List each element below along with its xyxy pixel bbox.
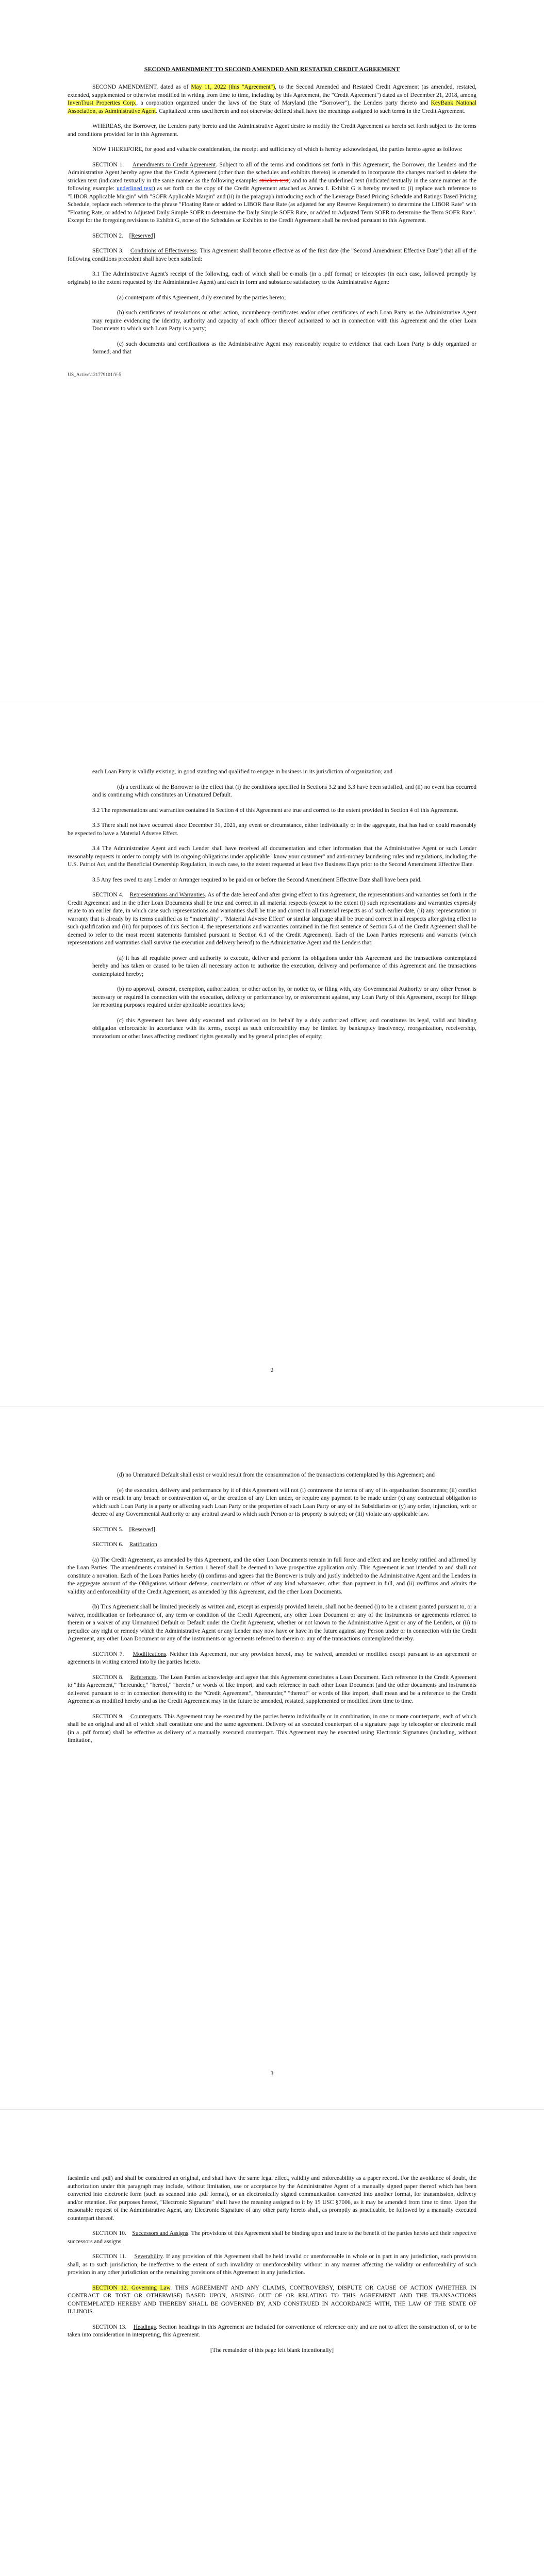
document-title: SECOND AMENDMENT TO SECOND AMENDED AND RESTATED CREDIT AGREEMENT <box>144 65 400 73</box>
section-3-1-c-continued: each Loan Party is validly existing, in good standing and qualified to engage in business in its jurisdiction of organization; and <box>92 769 393 775</box>
section-3-1-b: (b) such certificates of resolutions or other action, incumbency certificates and/or other certificates of each Loan Party as the Administrative Agent may require evidencing the identity, authority and capacity of each officer thereof authorized to act in connection with this Agreement and the other Loan Documents to which such Loan Party is a party; <box>92 310 476 332</box>
section-4-b: (b) no approval, consent, exemption, authorization, or other action by, or notice to, or filing with, any Governmental Authority or any other Person is necessary or required in connection with the execution, delivery or performance by, or enforcement against, any Loan Party of this Agreement, except for filings for reporting purposes required under applicable securities laws; <box>92 986 476 1009</box>
section-6-b: (b) This Agreement shall be limited precisely as written and, except as expressly provided herein, shall not be deemed (i) to be a consent granted pursuant to, or a waiver, modification or forbearance of, any term or condition of the Credit Agreement, any other Loan Document or any of the instruments or agreements referred to therein or a waiver of any Unmatured Default or Default under the Credit Agreement, whether or not known to the Administrative Agent or any of the Lenders, or (ii) to prejudice any right or remedy which the Administrative Agent or any Lender may now have or have in the future against any Person under or in connection with the Credit Agreement, any other Loan Document or any of the instruments or agreements referred to therein or any of the transactions contemplated thereby. <box>68 1604 476 1642</box>
highlight-borrower: InvenTrust Properties Corp. <box>68 100 137 107</box>
highlight-date: May 11, 2022 (this "Agreement") <box>191 84 275 91</box>
page-number: 2 <box>270 1367 274 1374</box>
highlight-agent: KeyBank National Association, as Administrative Agent <box>68 100 476 114</box>
page-1 <box>0 0 544 703</box>
section-3: SECTION 3. Conditions of Effectiveness. This Agreement shall become effective as of the first date (the "Second Amendment Effective Date") that all of the following conditions precedent shall have been satisfied: <box>68 248 477 262</box>
section-3-1-d: (d) a certificate of the Borrower to the effect that (i) the conditions specified in Sections 3.2 and 3.3 have been satisfied, and (ii) no event has occurred and is continuing which constitutes an Unmatured Default. <box>92 784 476 799</box>
section-4-a: (a) it has all requisite power and authority to execute, deliver and perform its obligations under this Agreement and the transactions contemplated hereby and has taken or caused to be taken all necessary action to authorize the execution, delivery and performance of this Agreement and the transactions contemplated hereby; <box>92 955 476 977</box>
section-9-continued: facsimile and .pdf) and shall be considered an original, and shall have the same legal effect, validity and enforceability as a paper record. For the avoidance of doubt, the authorization under this paragraph may include, without limitation, use or acceptance by the Administrative Agent of a manually signed paper thereof which has been converted into electronic form (such as scanned into .pdf format), or an electronically signed communication converted into another format, for transmission, delivery and/or retention. For purposes hereof, "Electronic Signature" shall have the meaning assigned to it by 15 USC §7006, as it may be amended from time to time. Upon the reasonable request of the Administrative Agent, any Electronic Signature of any other party hereto shall, as promptly as practicable, be followed by a manually executed counterpart thereof. <box>68 2175 476 2222</box>
section-3-1-a: (a) counterparts of this Agreement, duly executed by the parties hereto; <box>117 294 286 301</box>
whereas-paragraph: WHEREAS, the Borrower, the Lenders party hereto and the Administrative Agent desire to modify the Credit Agreement as herein set forth subject to the terms and conditions provided for in this Agreement. <box>68 123 476 138</box>
section-6: SECTION 6. Ratification <box>92 1541 157 1548</box>
section-5: SECTION 5. [Reserved] <box>92 1526 156 1533</box>
section-11: SECTION 11. Severability. If any provision of this Agreement shall be held invalid or unenforceable in whole or in part in any jurisdiction, such provision shall, as to such jurisdiction, be ineffective to the extent of such invalidity or unenforceability without in any manner affecting the validity or enforceability of such provision in any other jurisdiction or the remaining provisions of this Agreement in any jurisdiction. <box>68 2253 476 2276</box>
page-3 <box>0 1406 544 2110</box>
now-therefore-paragraph: NOW THEREFORE, for good and valuable consideration, the receipt and sufficiency of which is hereby acknowledged, the parties hereto agree as follows: <box>92 146 463 153</box>
section-3-1: 3.1 The Administrative Agent's receipt of the following, each of which shall be e-mails (in a .pdf format) or telecopies (in each case, followed promptly by originals) to the extent requested by the Administrative Agent) and each in form and substance satisfactory to the Administrative Agent: <box>68 271 476 285</box>
remainder-blank-note: [The remainder of this page left blank intentionally] <box>210 2347 334 2353</box>
section-3-1-c: (c) such documents and certifications as the Administrative Agent may reasonably require to evidence that each Loan Party is duly organized or formed, and that <box>92 341 476 355</box>
section-3-5: 3.5 Any fees owed to any Lender or Arranger required to be paid on or before the Second Amendment Effective Date shall have been paid. <box>92 876 422 883</box>
section-8: SECTION 8. References. The Loan Parties acknowledge and agree that this Agreement constitutes a Loan Document. Each reference in the Credit Agreement to "this Agreement," "hereunder," "hereof," "herein," or words of like import, and each reference in each other Loan Document (and the other documents and instruments delivered pursuant to or in connection therewith) to the "Credit Agreement", "thereunder," "thereof" or words of like import, shall mean and be a reference to the Credit Agreement as modified hereby and as the Credit Agreement may in the future be amended, restated, supplemented or modified from time to time. <box>68 1674 476 1705</box>
underlined-example: underlined text <box>117 185 153 192</box>
section-1: SECTION 1. Amendments to Credit Agreement. Subject to all of the terms and conditions set forth in this Agreement, the Borrower, the Lenders and the Administrative Agent hereby agree that the Credit Agreement (other than the schedules and exhibits thereto) is amended to incorporate the changes marked to delete the stricken text (indicated textually in the same manner as the following example: stricken text) and to add the underlined text (indicated textually in the same manner as the following example: underlined text) as set forth on the copy of the Credit Agreement attached as Annex I. Exhibit G is hereby revised to (i) replace each reference to "LIBOR Applicable Margin" with "SOFR Applicable Margin" and (ii) in the paragraph introducing each of the Leverage Based Pricing Schedule and Ratings Based Pricing Schedule, replace each reference to the phrase "Floating Rate or added to LIBOR Base Rate (as adjusted for any Reserve Requirement) to determine the LIBOR Rate" with "Floating Rate, or added to Adjusted Daily Simple SOFR to determine the Daily Simple SOFR Rate, or added to Adjusted Term SOFR to determine the Term SOFR Rate". Except for the foregoing revisions to Exhibit G, none of the Schedules or Exhibits to the Credit Agreement shall be revised pursuant to this Agreement. <box>68 161 477 224</box>
stricken-example: stricken text <box>259 177 289 184</box>
page-2 <box>0 703 544 1406</box>
page-4 <box>0 2110 544 2576</box>
section-13: SECTION 13. Headings. Section headings in this Agreement are included for convenience of reference only and are not to affect the construction of, or to be taken into consideration in interpreting, this Agreement. <box>68 2324 476 2338</box>
section-6-a: (a) The Credit Agreement, as amended by this Agreement, and the other Loan Documents remain in full force and effect and are hereby ratified and affirmed by the Loan Parties. The amendments contained in Section 1 hereof shall be deemed to have prospective application only. This Agreement is not intended to and shall not constitute a novation. Each of the Loan Parties hereby (i) confirms and agrees that the Borrower is truly and justly indebted to the Administrative Agent and the Lenders in the aggregate amount of the Obligations without defense, counterclaim or offset of any kind whatsoever, other than payment in full, and (ii) reaffirms and admits the validity and enforceability of the Credit Agreement, as amended by this Agreement, and the other Loan Documents. <box>68 1556 476 1595</box>
page-number: 3 <box>270 2071 274 2077</box>
section-4-e: (e) the execution, delivery and performance by it of this Agreement will not (i) contravene the terms of any of its organization documents; (ii) conflict with or result in any breach or contravention of, or the creation of any Lien under, or require any payment to be made under (x) any contractual obligation to which such Loan Party is a party or affecting such Loan Party or the properties of such Loan Party or any of its Subsidiaries or (y) any order, injunction, writ or decree of any Governmental Authority or any arbitral award to which such Person or its property is subject; or (iii) violate any applicable law. <box>92 1487 476 1518</box>
section-3-3: 3.3 There shall not have occurred since December 31, 2021, any event or circumstance, either individually or in the aggregate, that has had or could reasonably be expected to have a Material Adverse Effect. <box>68 822 476 837</box>
section-9: SECTION 9. Counterparts. This Agreement may be executed by the parties hereto individually or in combination, in one or more counterparts, each of which shall be an original and all of which shall constitute one and the same agreement. Delivery of an executed counterpart of a signature page by telecopier or electronic mail (in a .pdf format) shall be effective as delivery of a manually executed counterpart. This Agreement may be executed using Electronic Signatures (including, without limitation, <box>68 1713 476 1744</box>
intro-paragraph: SECOND AMENDMENT, dated as of May 11, 2022 (this "Agreement"), to the Second Amended and Restated Credit Agreement (as amended, restated, extended, supplemented or otherwise modified in writing from time to time, including by this Agreement, the "Credit Agreement") dated as of December 21, 2018, among InvenTrust Properties Corp., a corporation organized under the laws of the State of Maryland (the "Borrower"), the Lenders party thereto and KeyBank National Association, as Administrative Agent. Capitalized terms used herein and not otherwise defined shall have the meanings assigned to such terms in the Credit Agreement. <box>68 84 477 114</box>
section-4-c: (c) this Agreement has been duly executed and delivered on its behalf by a duly authorized officer, and constitutes its legal, valid and binding obligation enforceable in accordance with its terms, except as such enforceability may be limited by bankruptcy insolvency, reorganization, receivership, moratorium or other laws affecting creditors' rights generally and by general principles of equity; <box>92 1017 476 1040</box>
section-3-4: 3.4 The Administrative Agent and each Lender shall have received all documentation and other information that the Administrative Agent or such Lender reasonably requests in order to comply with its ongoing obligations under applicable "know your customer" and anti-money laundering rules and regulations, including the U.S. Patriot Act, and the Beneficial Ownership Regulation, in each case, to the extent requested at least five Business Days prior to the Second Amendment Effective Date. <box>68 845 476 868</box>
section-2: SECTION 2. [Reserved] <box>92 232 156 239</box>
highlight-governing-law: SECTION 12. Governing Law <box>92 2284 171 2291</box>
section-10: SECTION 10. Successors and Assigns. The provisions of this Agreement shall be binding upon and inure to the benefit of the parties hereto and their respective successors and assigns. <box>68 2230 476 2245</box>
section-3-2: 3.2 The representations and warranties contained in Section 4 of this Agreement are true and correct to the extent provided in Section 4 of this Agreement. <box>92 807 458 814</box>
section-12: SECTION 12. Governing Law. THIS AGREEMENT AND ANY CLAIMS, CONTROVERSY, DISPUTE OR CAUSE OF ACTION (WHETHER IN CONTRACT OR TORT OR OTHERWISE) BASED UPON, ARISING OUT OF OR RELATING TO THIS AGREEMENT AND THE TRANSACTIONS CONTEMPLATED HEREBY AND THEREBY SHALL BE GOVERNED BY, AND CONSTRUED IN ACCORDANCE WITH, THE LAW OF THE STATE OF ILLINOIS. <box>68 2284 476 2315</box>
section-4-d: (d) no Unmatured Default shall exist or would result from the consummation of the transactions contemplated by this Agreement; and <box>117 1472 435 1478</box>
section-7: SECTION 7. Modifications. Neither this Agreement, nor any provision hereof, may be waived, amended or modified except pursuant to an agreement or agreements in writing entered into by the parties hereto. <box>68 1651 476 1666</box>
section-4: SECTION 4. Representations and Warranties. As of the date hereof and after giving effect to this Agreement, the representations and warranties set forth in the Credit Agreement and in the other Loan Documents shall be true and correct in all material respects (except to the extent (i) such representations and warranties expressly relate to an earlier date, in which case such representations and warranties shall be true and correct in all material respects as of such earlier date, (ii) any representation or warranty that is already by its terms qualified as to "materiality", "Material Adverse Effect" or similar language shall be true and correct in all respects after giving effect to such qualification and (iii) for purposes of this Section 4, the representations and warranties contained in the first sentence of Section 5.4 of the Credit Agreement shall be deemed to refer to the most recent statements furnished pursuant to Section 6.1 of the Credit Agreement). Each of the Loan Parties represents and warrants (which representations and warranties shall survive the execution and delivery hereof) to the Administrative Agent and the Lenders that: <box>68 892 477 946</box>
document-id: US_Active\121779101\V-5 <box>68 372 122 378</box>
